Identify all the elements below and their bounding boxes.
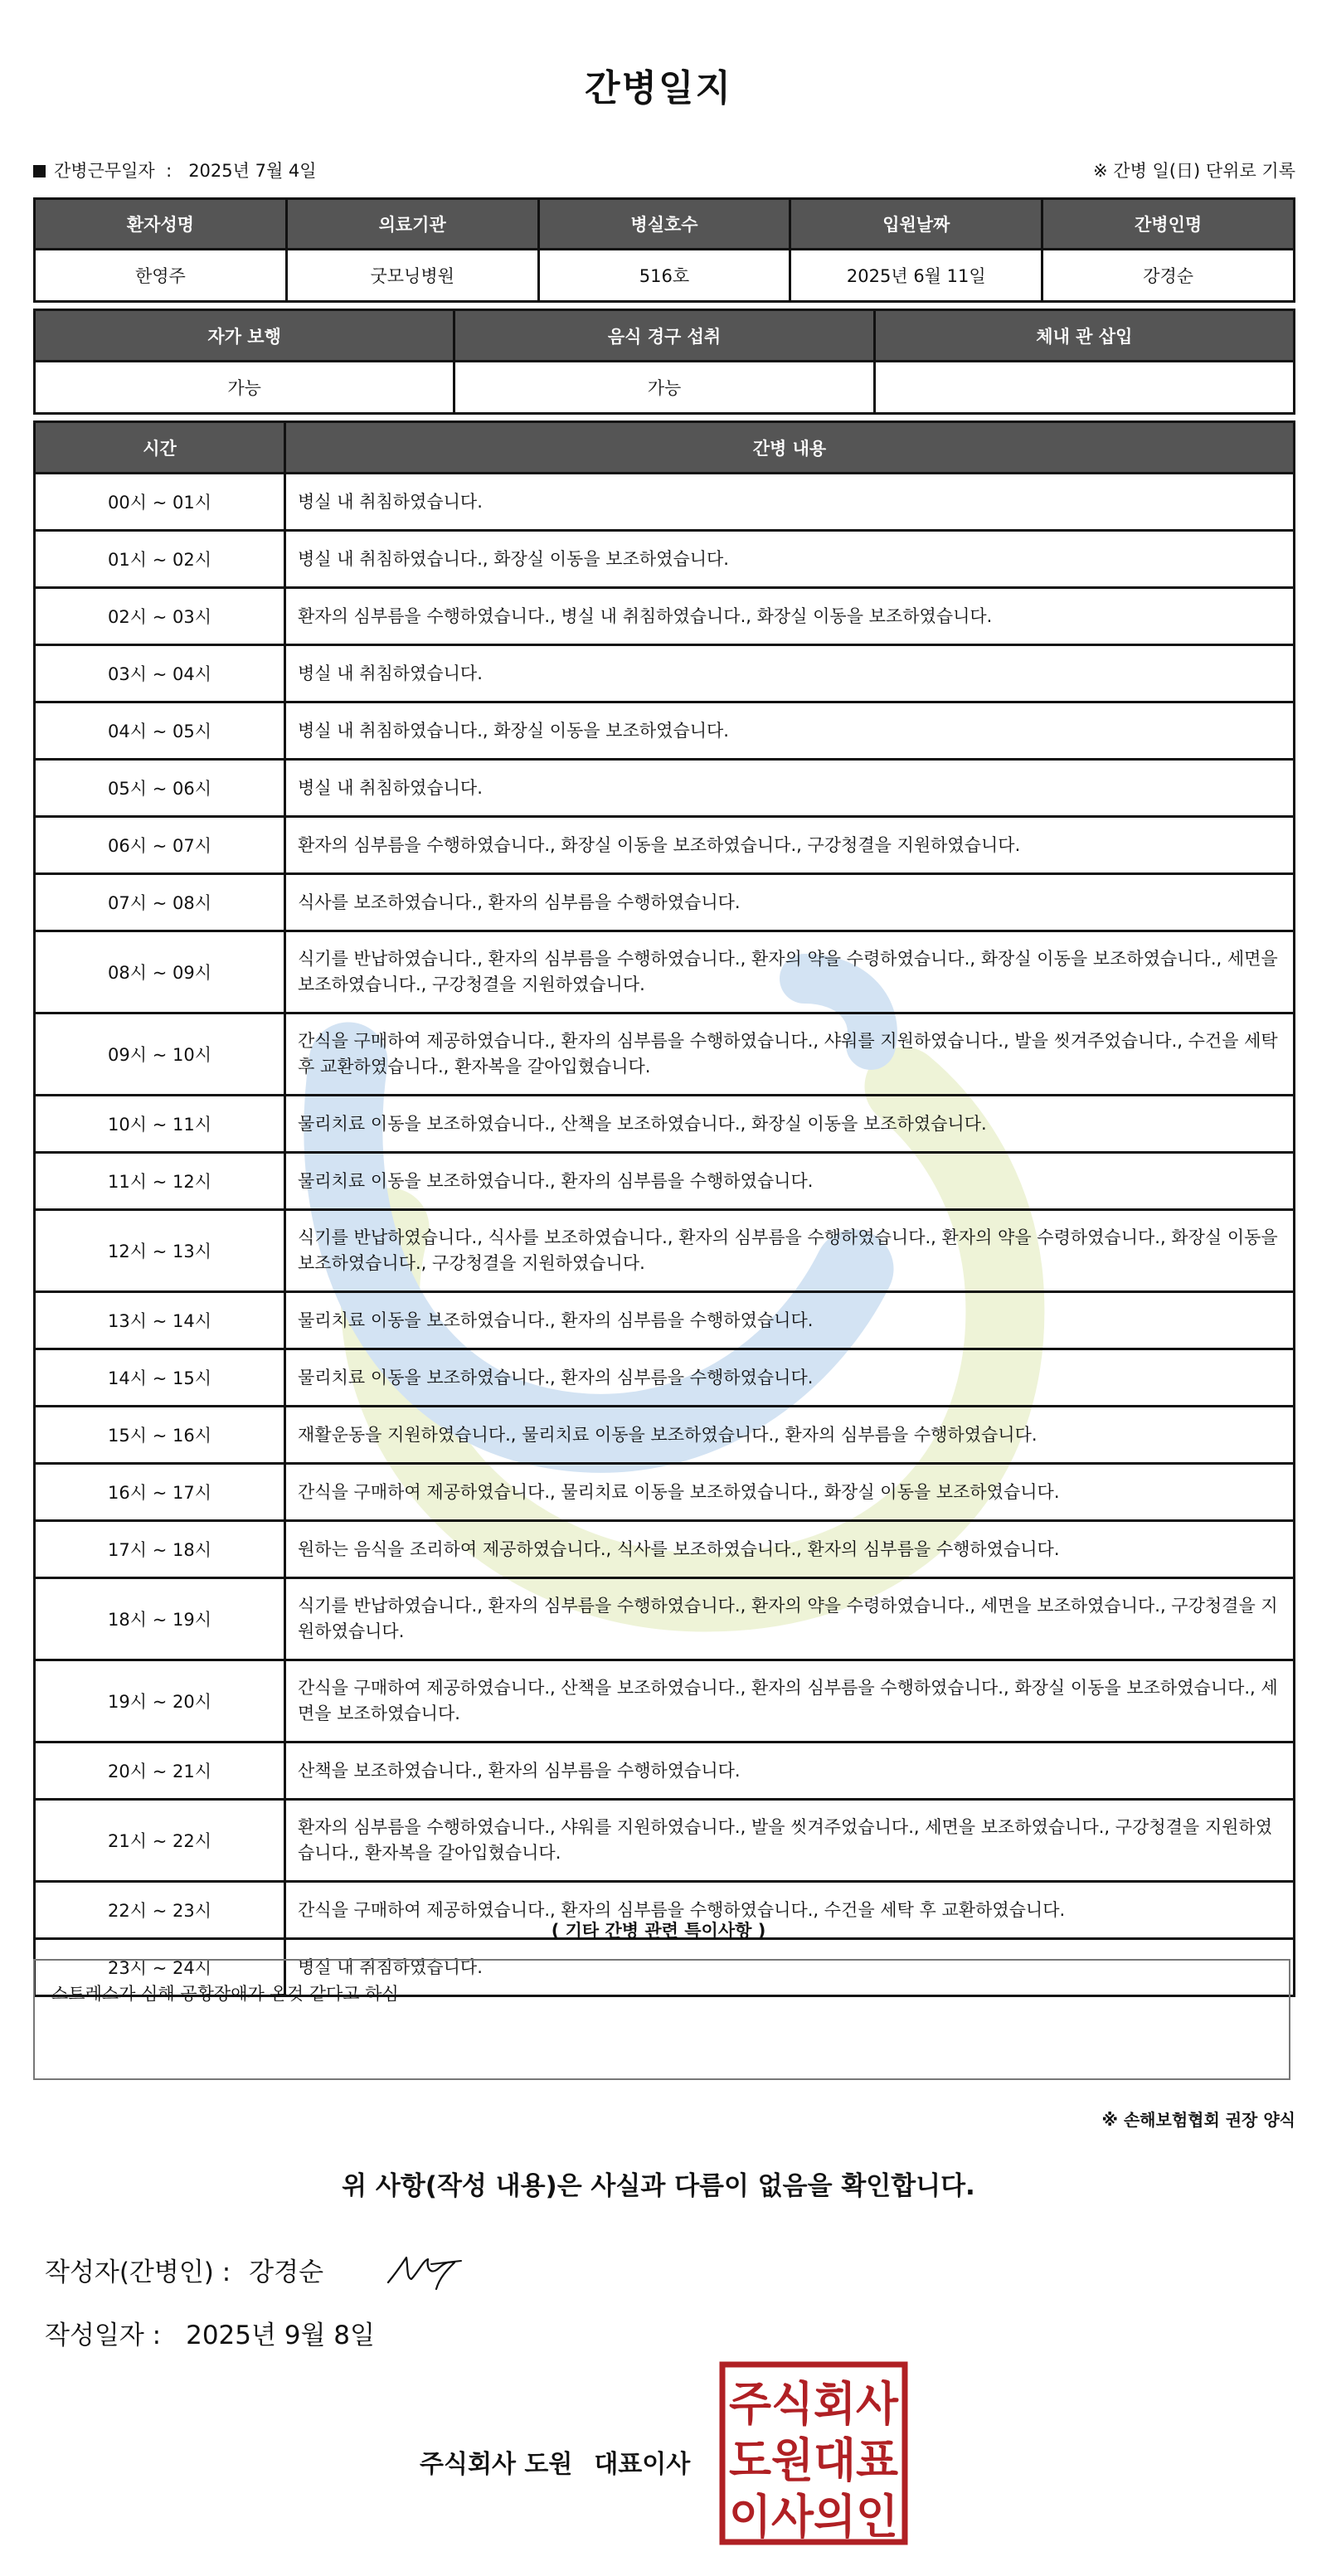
company-name: 주식회사 도원 [420,2450,573,2479]
log-time: 21시 ~ 22시 [35,1800,285,1882]
log-header-time: 시간 [35,422,285,474]
work-date-separator: : [166,161,173,181]
log-time: 01시 ~ 02시 [35,531,285,588]
log-row [35,1210,1295,1292]
log-time: 16시 ~ 17시 [35,1464,285,1521]
log-row [35,1800,1295,1882]
patient-value: 516호 [538,250,790,302]
patient-header: 입원날짜 [790,199,1042,250]
log-row [35,588,1295,645]
log-time: 08시 ~ 09시 [35,931,285,1013]
log-row [35,1407,1295,1464]
page-title: 간병일지 [584,67,732,109]
patient-header: 의료기관 [286,199,538,250]
log-time: 05시 ~ 06시 [35,760,285,817]
patient-value: 한영주 [35,250,287,302]
log-content: 병실 내 취침하였습니다. [285,645,1295,702]
ability-header: 자가 보행 [35,310,454,362]
patient-value: 강경순 [1042,250,1295,302]
log-content: 간식을 구매하여 제공하였습니다., 물리치료 이동을 보조하였습니다., 화장실 이동을 보조하였습니다. [285,1464,1295,1521]
svg-text:주식회사: 주식회사 [729,2378,899,2432]
log-row [35,1521,1295,1578]
writer-name: 강경순 [249,2258,324,2287]
log-row [35,1292,1295,1349]
patient-info-table [33,197,1295,303]
svg-text:도원대표: 도원대표 [729,2434,898,2488]
ability-value: 가능 [35,362,454,414]
log-content: 원하는 음식을 조리하여 제공하였습니다., 식사를 보조하였습니다., 환자의 심부름을 수행하였습니다. [285,1521,1295,1578]
patient-header: 간병인명 [1042,199,1295,250]
log-time: 20시 ~ 21시 [35,1742,285,1800]
log-time: 13시 ~ 14시 [35,1292,285,1349]
ability-value [874,362,1294,414]
log-row [35,874,1295,931]
log-row [35,1096,1295,1153]
log-content: 간식을 구매하여 제공하였습니다., 환자의 심부름을 수행하였습니다., 샤워를 지원하였습니다., 발을 씻겨주었습니다., 수건을 세탁 후 교환하였습니다., 환자복을 갈아입혔습니다. [285,1013,1295,1096]
log-row [35,474,1295,531]
log-row [35,817,1295,874]
log-content: 환자의 심부름을 수행하였습니다., 병실 내 취침하였습니다., 화장실 이동을 보조하였습니다. [285,588,1295,645]
log-content: 환자의 심부름을 수행하였습니다., 샤워를 지원하였습니다., 발을 씻겨주었습니다., 세면을 보조하였습니다., 구강청결을 지원하였습니다., 환자복을 갈아입혔습니다. [285,1800,1295,1882]
log-time: 18시 ~ 19시 [35,1578,285,1660]
log-content: 식기를 반납하였습니다., 식사를 보조하였습니다., 환자의 심부름을 수행하였습니다., 환자의 약을 수령하였습니다., 화장실 이동을 보조하였습니다., 구강청결을 지원하였습니다. [285,1210,1295,1292]
log-time: 03시 ~ 04시 [35,645,285,702]
care-log-table [33,420,1295,1997]
log-content: 간식을 구매하여 제공하였습니다., 환자의 심부름을 수행하였습니다., 수건을 세탁 후 교환하였습니다. [285,1882,1295,1939]
log-header-content: 간병 내용 [285,422,1295,474]
svg-text:이사의인: 이사의인 [729,2491,898,2544]
log-time: 09시 ~ 10시 [35,1013,285,1096]
log-time: 11시 ~ 12시 [35,1153,285,1210]
log-time: 23시 ~ 24시 [35,1939,285,1996]
log-time: 04시 ~ 05시 [35,702,285,760]
ability-info-table [33,309,1295,415]
handwritten-signature [381,2239,473,2297]
log-content: 식기를 반납하였습니다., 환자의 심부름을 수행하였습니다., 환자의 약을 수령하였습니다., 세면을 보조하였습니다., 구강청결을 지원하였습니다. [285,1578,1295,1660]
log-time: 17시 ~ 18시 [35,1521,285,1578]
log-content: 병실 내 취침하였습니다., 화장실 이동을 보조하였습니다. [285,702,1295,760]
ability-header: 체내 관 삽입 [874,310,1294,362]
log-content: 환자의 심부름을 수행하였습니다., 화장실 이동을 보조하였습니다., 구강청결을 지원하였습니다. [285,817,1295,874]
log-time: 14시 ~ 15시 [35,1349,285,1407]
unit-note: ※ 간병 일(日) 단위로 기록 [1093,161,1295,181]
patient-value: 2025년 6월 11일 [790,250,1042,302]
writer-label: 작성자(간병인) : [45,2258,231,2287]
ability-value: 가능 [454,362,874,414]
special-notes-box: 스트레스가 심해 공황장애가 온것 같다고 하심 [33,1959,1290,2080]
log-time: 02시 ~ 03시 [35,588,285,645]
recommendation-note: ※ 손해보험협회 권장 양식 [1101,2110,1295,2130]
log-row [35,1578,1295,1660]
work-date-value: 2025년 7월 4일 [188,161,317,181]
log-content: 물리치료 이동을 보조하였습니다., 환자의 심부름을 수행하였습니다. [285,1153,1295,1210]
log-content: 물리치료 이동을 보조하였습니다., 환자의 심부름을 수행하였습니다. [285,1349,1295,1407]
log-content: 물리치료 이동을 보조하였습니다., 환자의 심부름을 수행하였습니다. [285,1292,1295,1349]
log-content: 병실 내 취침하였습니다. [285,1939,1295,1996]
written-date-label: 작성일자 : [45,2321,162,2350]
written-date-line [45,2314,375,2351]
log-row [35,702,1295,760]
log-time: 12시 ~ 13시 [35,1210,285,1292]
log-row [35,760,1295,817]
log-content: 병실 내 취침하였습니다. [285,474,1295,531]
log-row [35,931,1295,1013]
patient-value: 굿모닝병원 [286,250,538,302]
log-row [35,1013,1295,1096]
log-content: 산책을 보조하였습니다., 환자의 심부름을 수행하였습니다. [285,1742,1295,1800]
patient-header: 병실호수 [538,199,790,250]
written-date-value: 2025년 9월 8일 [186,2321,375,2350]
special-notes-header: ( 기타 간병 관련 특이사항 ) [551,1921,766,1941]
patient-header: 환자성명 [35,199,287,250]
log-content: 식기를 반납하였습니다., 환자의 심부름을 수행하였습니다., 환자의 약을 수령하였습니다., 화장실 이동을 보조하였습니다., 세면을 보조하였습니다., 구강청결을 지원하였습니다. [285,931,1295,1013]
log-time: 15시 ~ 16시 [35,1407,285,1464]
log-row [35,531,1295,588]
ability-header: 음식 경구 섭취 [454,310,874,362]
log-row [35,1464,1295,1521]
log-row [35,1153,1295,1210]
log-content: 물리치료 이동을 보조하였습니다., 산책을 보조하였습니다., 화장실 이동을 보조하였습니다. [285,1096,1295,1153]
writer-line [45,2251,323,2288]
log-time: 06시 ~ 07시 [35,817,285,874]
log-content: 병실 내 취침하였습니다., 화장실 이동을 보조하였습니다. [285,531,1295,588]
bullet-square-icon [33,165,46,177]
log-content: 재활운동을 지원하였습니다., 물리치료 이동을 보조하였습니다., 환자의 심부름을 수행하였습니다. [285,1407,1295,1464]
log-time: 07시 ~ 08시 [35,874,285,931]
log-time: 22시 ~ 23시 [35,1882,285,1939]
log-time: 00시 ~ 01시 [35,474,285,531]
company-signature [420,2443,690,2480]
log-time: 10시 ~ 11시 [35,1096,285,1153]
ceo-title: 대표이사 [594,2450,691,2479]
log-content: 식사를 보조하였습니다., 환자의 심부름을 수행하였습니다. [285,874,1295,931]
work-date-label: 간병근무일자 [54,161,155,181]
confirmation-statement: 위 사항(작성 내용)은 사실과 다름이 없음을 확인합니다. [342,2171,975,2201]
log-time: 19시 ~ 20시 [35,1660,285,1742]
log-row [35,1660,1295,1742]
log-row [35,1742,1295,1800]
company-seal-stamp [718,2360,909,2546]
log-content: 병실 내 취침하였습니다. [285,760,1295,817]
work-date [33,158,317,182]
log-content: 간식을 구매하여 제공하였습니다., 산책을 보조하였습니다., 환자의 심부름을 수행하였습니다., 화장실 이동을 보조하였습니다., 세면을 보조하였습니다. [285,1660,1295,1742]
log-row [35,645,1295,702]
log-row [35,1349,1295,1407]
